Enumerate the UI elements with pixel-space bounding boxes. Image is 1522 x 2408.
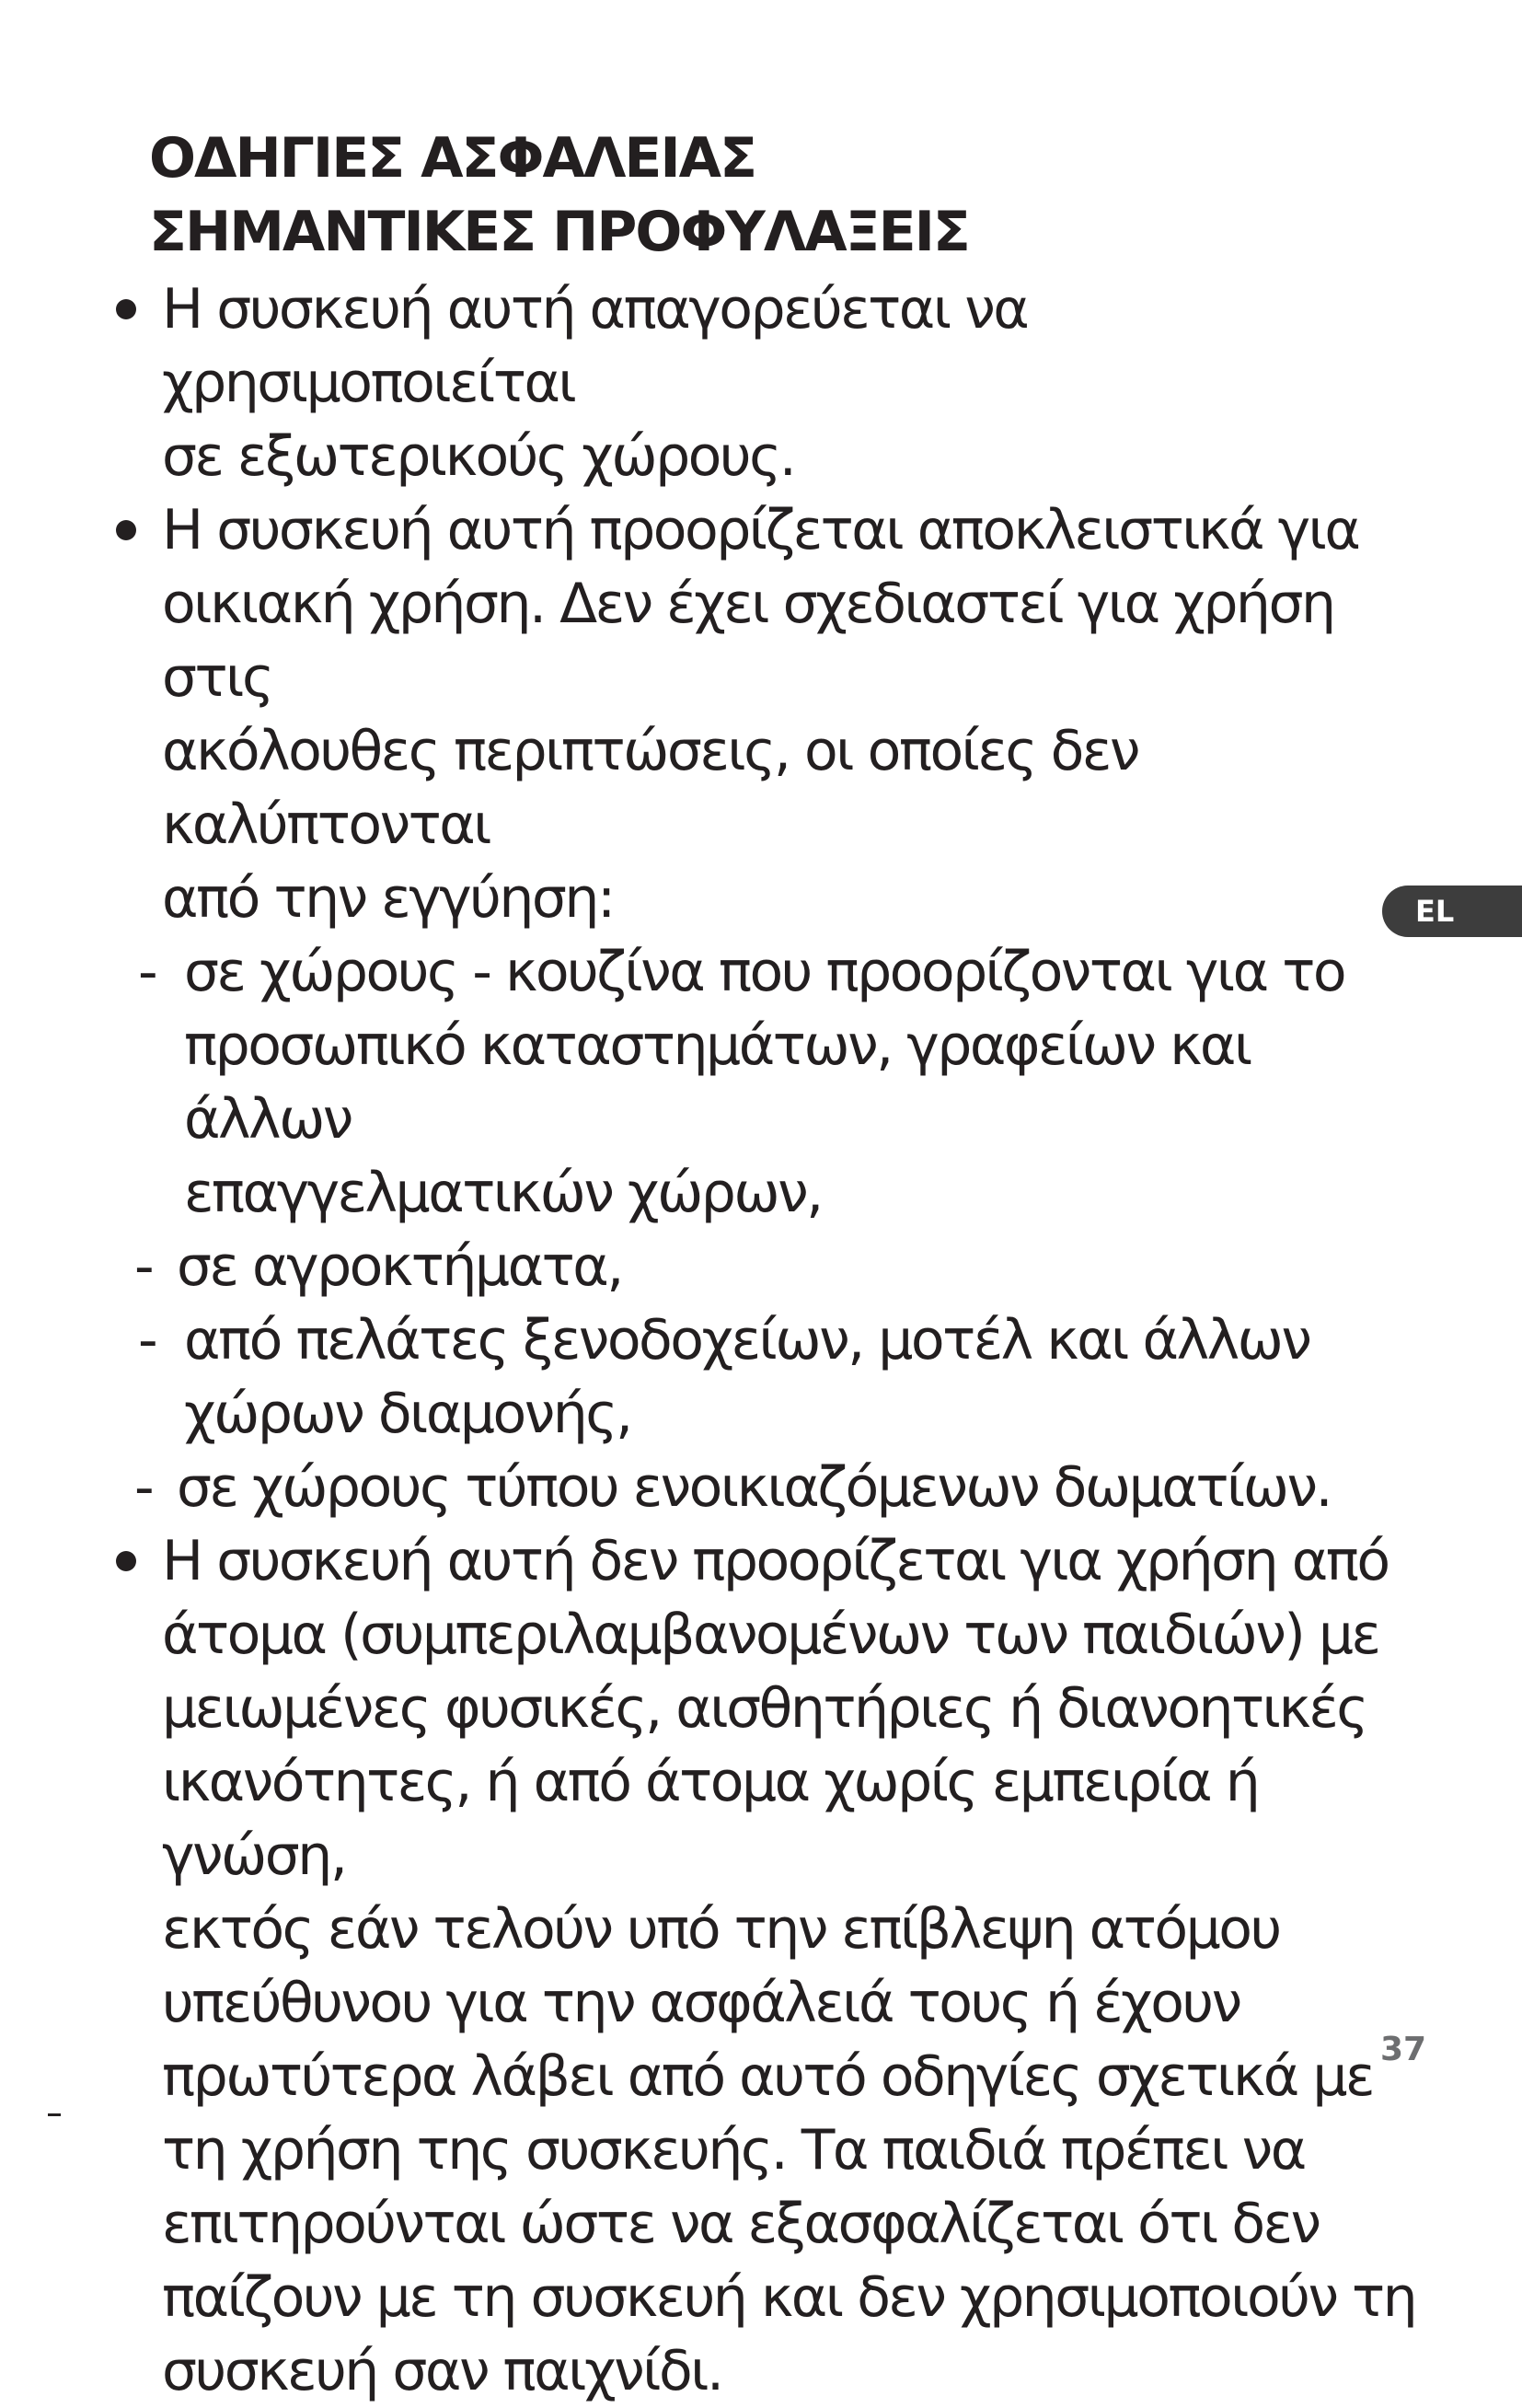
text-line: μειωμένες φυσικές, αισθητήριες ή διανοητικές: [162, 1676, 1366, 1741]
text-line: Η συσκευή αυτή προορίζεται αποκλειστικά για: [162, 498, 1359, 562]
text-line: επαγγελματικών χώρων,: [184, 1161, 822, 1225]
text-line: σε αγροκτήματα,: [177, 1234, 622, 1299]
text-line: ικανότητες, ή από άτομα χωρίς εμπειρία ή γνώση,: [162, 1750, 1259, 1888]
text-line: επιτηρούνται ώστε να εξασφαλίζεται ότι δεν: [162, 2192, 1320, 2256]
text-line: παίζουν με τη συσκευή και δεν χρησιμοποιούν τη: [162, 2265, 1416, 2330]
text-line: χώρων διαμονής,: [184, 1382, 631, 1446]
dash-item-farm-houses: [110, 1230, 1417, 1303]
text-line: εκτός εάν τελούν υπό την επίβλεψη ατόμου: [162, 1897, 1280, 1962]
dash-item-rental-rooms: [110, 1451, 1417, 1524]
text-line: οικιακή χρήση. Δεν έχει σχεδιαστεί για χρήση στις: [162, 572, 1334, 710]
text-line: από πελάτες ξενοδοχείων, μοτέλ και άλλων: [184, 1308, 1310, 1372]
dash-item-hotel-clients: [110, 1303, 1417, 1451]
bullet-icon: [116, 1524, 136, 1598]
dash-item-staff-kitchens: [110, 935, 1417, 1230]
page-number: 37: [1380, 2031, 1427, 2068]
text-line: σε χώρους - κουζίνα που προορίζονται για το: [184, 940, 1345, 1004]
text-line: Η συσκευή αυτή δεν προορίζεται για χρήση από: [162, 1529, 1389, 1593]
text-line: υπεύθυνου για την ασφάλειά τους ή έχουν: [162, 1971, 1240, 2035]
heading-line-2: ΣΗΜΑΝΤΙΚΕΣ ΠΡΟΦΥΛΑΞΕΙΣ: [149, 200, 969, 264]
text-line: τη χρήση της συσκευής. Τα παιδιά πρέπει να: [162, 2118, 1305, 2182]
safety-instructions-list: [110, 272, 1417, 2408]
text-line: από την εγγύηση:: [162, 866, 614, 931]
text-line: συσκευή σαν παιχνίδι.: [162, 2339, 722, 2403]
page-heading: [149, 122, 969, 269]
bullet-icon: [116, 272, 136, 346]
heading-line-1: ΟΔΗΓΙΕΣ ΑΣΦΑΛΕΙΑΣ: [149, 126, 756, 191]
text-line: Η συσκευή αυτή απαγορεύεται να χρησιμοποιείται: [162, 277, 1028, 415]
text-line: σε εξωτερικούς χώρους.: [162, 424, 795, 489]
text-line: πρωτύτερα λάβει από αυτό οδηγίες σχετικά με: [162, 2044, 1373, 2109]
bullet-item-reduced-capabilities: [110, 1524, 1417, 2408]
bullet-item-outdoor-use: [110, 272, 1417, 493]
margin-mark: [48, 2113, 61, 2116]
text-line: προσωπικό καταστημάτων, γραφείων και άλλων: [184, 1013, 1251, 1152]
text-line: σε χώρους τύπου ενοικιαζόμενων δωματίων.: [177, 1455, 1332, 1520]
dash-marker: -: [134, 1234, 153, 1299]
language-tab: EL: [1382, 886, 1522, 937]
dash-marker: -: [138, 1308, 156, 1372]
dash-marker: -: [138, 940, 156, 1004]
text-line: άτομα (συμπεριλαμβανομένων των παιδιών) με: [162, 1603, 1379, 1667]
bullet-item-household-use: [110, 493, 1417, 935]
dash-marker: -: [134, 1455, 153, 1520]
text-line: ακόλουθες περιπτώσεις, οι οποίες δεν καλύπτονται: [162, 719, 1138, 857]
bullet-icon: [116, 493, 136, 567]
